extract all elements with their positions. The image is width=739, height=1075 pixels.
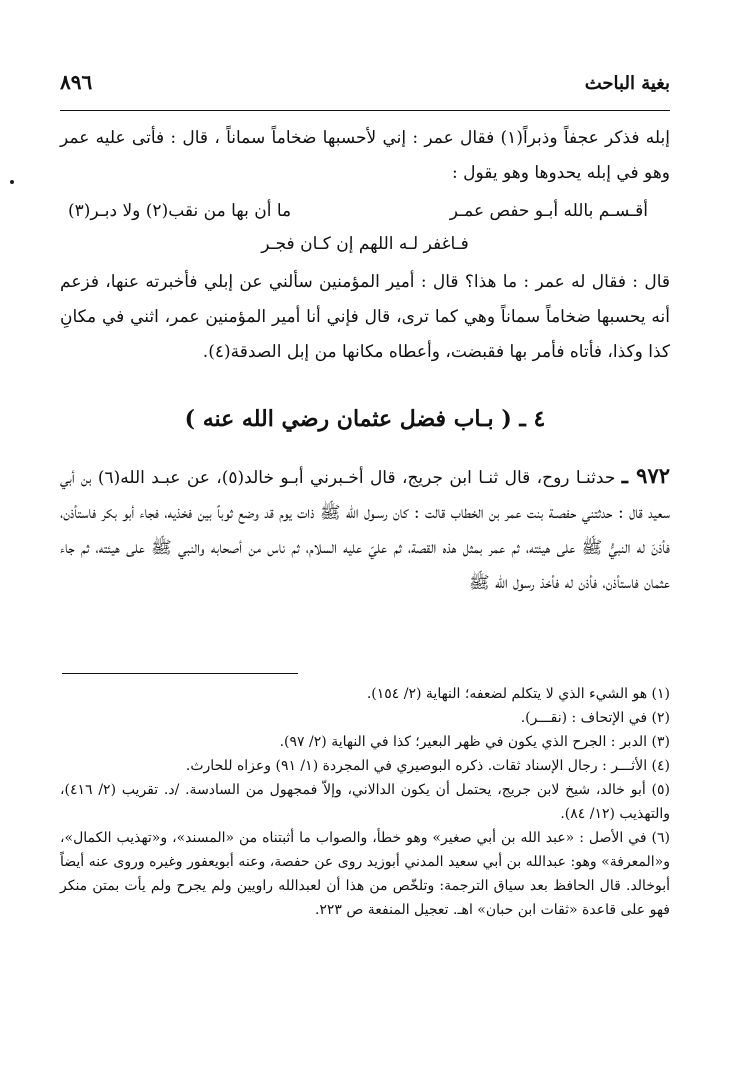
verse-hemistich-1: أقـسـم بالله أبـو حفص عمـر (449, 201, 648, 221)
margin-dot (10, 180, 14, 184)
footnote-2: (٢) في الإتحاف : (نقـــر). (520, 710, 670, 726)
poem-verse (60, 195, 670, 261)
chapter-heading: ٤ ـ ( بـاب فضل عثمان رضي الله عنه ) (184, 406, 546, 432)
book-page (60, 70, 670, 922)
paragraph-2: قال : فقال له عمر : ما هذا؟ قال : أمير المؤمنين سألني عن إبلي فأخبرته عنها، فزعم أنه يحسبها ضخاماً سماناً وهي كما ترى، قال فإني أنا أمير المؤمنين عمر، اثني في مكانِ كذا وكذا، فأتاه فأمر بها فقبضت، وأعطاه مكانها من إبل الصدقة(٤). (60, 272, 670, 362)
running-title: بغية الباحث (584, 73, 670, 94)
page-number: ٨٩٦ (60, 70, 93, 94)
footnotes-list (60, 682, 670, 922)
paragraph-1: إبله فذكر عجفاً وذبراً(١) فقال عمر : إني لأحسبها ضخاماً سماناً ، قال : فأتى عليه عمر وهو في إبله يحدوها وهو يقول : (60, 128, 670, 183)
verse-hemistich-2: ما أن بها من نقب(٢) ولا دبـر(٣) (68, 201, 292, 221)
hadith-number: ٩٧٢ ـ (621, 463, 671, 488)
footnote-separator (62, 673, 298, 674)
verse-line-2: فـاغفر لـه اللهم إن كـان فجـر (261, 234, 469, 254)
verse-line-1 (60, 195, 670, 228)
footnote-5: (٥) أبو خالد، شيخ لابن جريج، يحتمل أن يكون الدالاني، وإلاّ فمجهول من السادسة. /د. تقريب (٢/ ٤١٦)، والتهذيب (١٢/ ٨٤). (60, 782, 670, 822)
page-header (60, 70, 670, 111)
hadith-paragraph (60, 458, 670, 601)
footnote-1: (١) هو الشيء الذي لا يتكلم لضعفه؛ النهاية (٢/ ١٥٤). (366, 686, 670, 702)
hadith-text: حدثنـا روح، قال ثنـا ابن جريج، قال أخـبرني أبـو خالد(٥)، عن عبـد الله(٦) بن أبي سعيد قال : حدثتني حفصـة بنت عمر بن الخطاب قالت : كان رسـول الله ﷺ ذات يوم قد وضع ثوباً بين فخذيه، فجاء أبو بكر فاستأذن، فأذنَ له النبيُّ ﷺ على هيئته، ثم عمر بمثل هذه القصة، ثم عليّ عليه السلام، ثم ناس من أصحابه والنبي ﷺ على هيئته، ثم جاء عثمان فاستأذن، فأذن له فأخذ رسول الله ﷺ (60, 468, 670, 593)
footnote-3: (٣) الدبر : الجرح الذي يكون في ظهر البعير؛ كذا في النهاية (٢/ ٩٧). (279, 734, 670, 750)
footnote-4: (٤) الأثـــر : رجال الإسناد ثقات. ذكره البوصيري في المجردة (١/ ٩١) وعزاه للحارث. (185, 758, 670, 774)
footnote-6: (٦) في الأصل : «عبد الله بن أبي صغير» وهو خطأ، والصواب ما أثبتناه من «المسند»، و«تهذيب الكمال»، و«المعرفة» وهو: عبدالله بن أبي سعيد المدني أبوزيد روى عن حفصة، وعنه أبويعفور وغيره وروى عنه أيضاً أبوخالد. قال الحافظ بعد سياق الترجمة: وتلخّص من هذا أن لعبدالله راويين ولم يجرح ولم يأت بمتن منكر فهو على قاعدة «ثقات ابن حبان» اهـ. تعجيل المنفعة ص ٢٢٣. (60, 830, 670, 918)
